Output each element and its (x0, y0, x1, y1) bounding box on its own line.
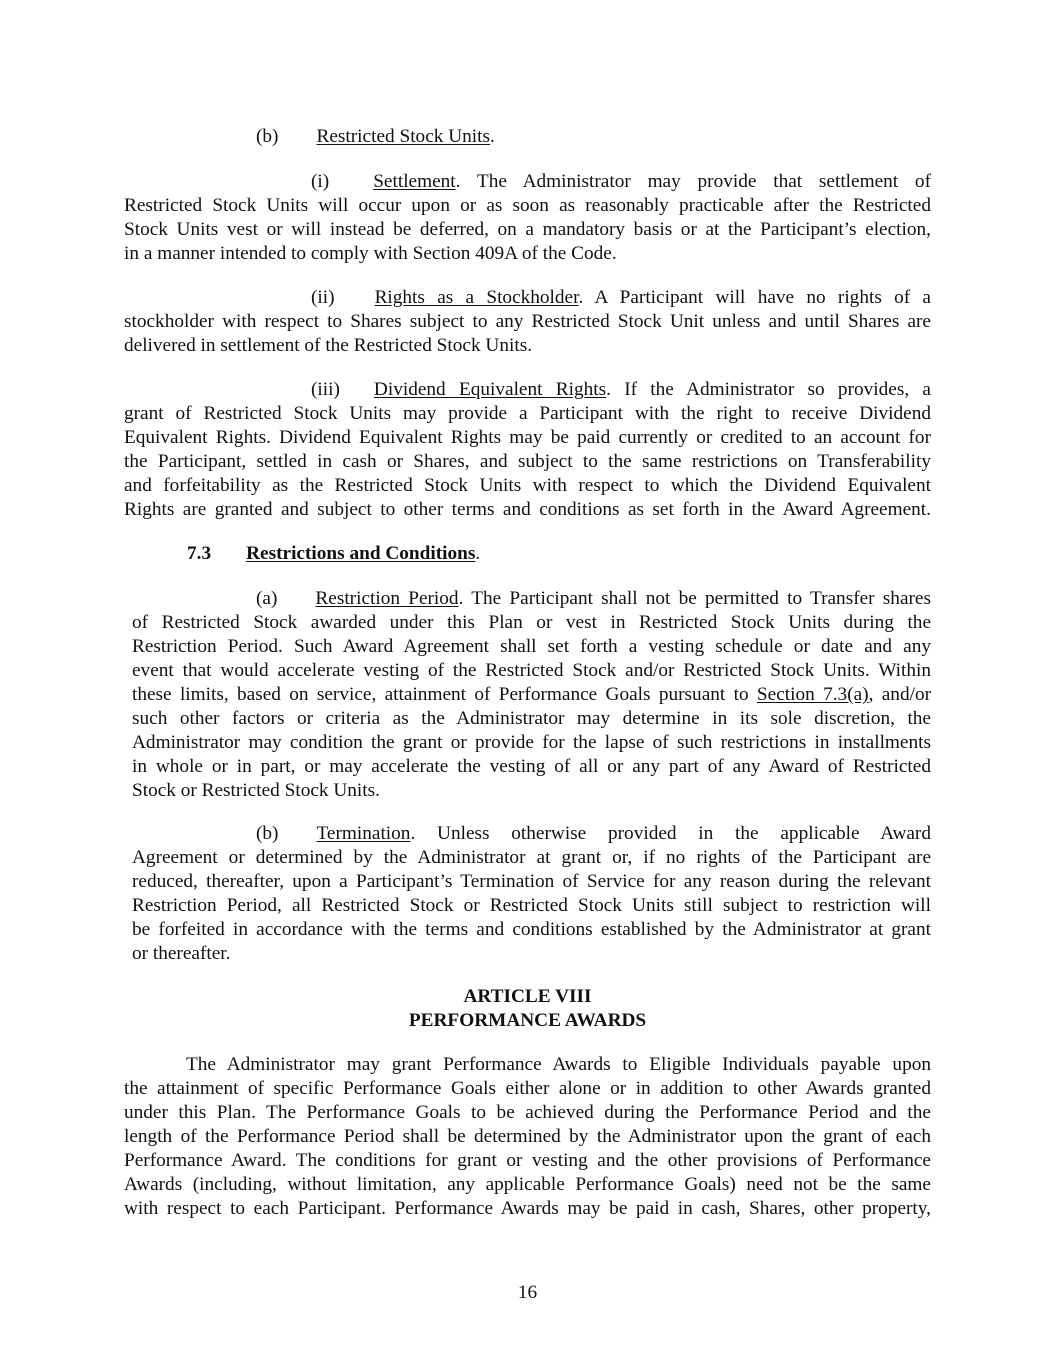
paragraph-line: Rights are granted and subject to other terms and conditions as set forth in the Award Agreement. (124, 499, 931, 520)
subsection-title: Restricted Stock Units (316, 126, 490, 147)
clause-text: . The Participant shall not be permitted to Transfer shares (458, 588, 931, 609)
clause-a-first-line (256, 587, 931, 611)
section-number: 7.3 (187, 543, 212, 564)
section-title: Restrictions and Conditions (246, 543, 476, 564)
paragraph-line: or thereafter. (132, 943, 231, 964)
clause-label: (b) (256, 823, 279, 844)
section-heading-7-3 (187, 542, 480, 566)
paragraph-line: Agreement or determined by the Administrator at grant or, if no rights of the Participant are (132, 847, 931, 868)
clause-text: . The Administrator may provide that settlement of (455, 171, 931, 192)
title-suffix: . (490, 126, 495, 147)
clause-text: . Unless otherwise provided in the applicable Award (410, 823, 931, 844)
subsection-heading-b-rsu (256, 125, 495, 149)
paragraph-line: of Restricted Stock awarded under this Plan or vest in Restricted Stock Units during the (132, 612, 931, 633)
clause-i-first-line (311, 170, 931, 194)
paragraph-line: and forfeitability as the Restricted Stock Units with respect to which the Dividend Equivalent (124, 475, 931, 496)
paragraph-line: Administrator may condition the grant or provide for the lapse of such restrictions in installments (132, 732, 931, 753)
clause-title: Restriction Period (315, 588, 459, 609)
paragraph-line: Stock or Restricted Stock Units. (132, 780, 380, 801)
paragraph-line (132, 683, 931, 707)
clause-ii-first-line (311, 286, 931, 310)
clause-text: . If the Administrator so provides, a (606, 379, 931, 400)
paragraph-line: Equivalent Rights. Dividend Equivalent Rights may be paid currently or credited to an account for (124, 427, 931, 448)
subsection-label: (b) (256, 126, 279, 147)
paragraph-line: under this Plan. The Performance Goals to be achieved during the Performance Period and the (124, 1102, 931, 1123)
paragraph-line: in whole or in part, or may accelerate the vesting of all or any part of any Award of Restricted (132, 756, 931, 777)
paragraph-line: Restricted Stock Units will occur upon or as soon as reasonably practicable after the Restricted (124, 195, 931, 216)
paragraph-line: with respect to each Participant. Performance Awards may be paid in cash, Shares, other property, (124, 1198, 931, 1219)
section-cross-reference-link[interactable]: Section 7.3(a) (756, 684, 869, 705)
line-text: these limits, based on service, attainment of Performance Goals pursuant to (132, 684, 757, 705)
paragraph-line: the attainment of specific Performance Goals either alone or in addition to other Awards granted (124, 1078, 931, 1099)
clause-label: (ii) (311, 287, 335, 308)
paragraph-line: Stock Units vest or will instead be deferred, on a mandatory basis or at the Participant’s election, (124, 219, 931, 240)
clause-label: (a) (256, 588, 278, 609)
article-heading: ARTICLE VIII (463, 986, 592, 1007)
clause-b-termination-first-line (256, 822, 931, 846)
title-suffix: . (475, 543, 481, 564)
clause-title: Rights as a Stockholder (374, 287, 579, 308)
paragraph-line: be forfeited in accordance with the terms and conditions established by the Administrator at grant (132, 919, 931, 940)
clause-label: (i) (311, 171, 330, 192)
paragraph-line: reduced, thereafter, upon a Participant’s Termination of Service for any reason during the relevant (132, 871, 931, 892)
clause-text: . A Participant will have no rights of a (578, 287, 931, 308)
paragraph-line: grant of Restricted Stock Units may provide a Participant with the right to receive Dividend (124, 403, 931, 424)
article-subheading: PERFORMANCE AWARDS (408, 1010, 647, 1031)
paragraph-line: Restriction Period, all Restricted Stock or Restricted Stock Units still subject to restriction will (132, 895, 931, 916)
clause-title: Termination (316, 823, 411, 844)
clause-iii-first-line (311, 378, 931, 402)
paragraph-line: such other factors or criteria as the Administrator may determine in its sole discretion, the (132, 708, 931, 729)
paragraph-line: the Participant, settled in cash or Shares, and subject to the same restrictions on Transferability (124, 451, 931, 472)
paragraph-line: The Administrator may grant Performance Awards to Eligible Individuals payable upon (186, 1054, 931, 1075)
paragraph-line: Restriction Period. Such Award Agreement shall set forth a vesting schedule or date and any (132, 636, 931, 657)
line-text: , and/or (868, 684, 932, 705)
clause-title: Settlement (373, 171, 456, 192)
page-number: 16 (517, 1282, 538, 1303)
paragraph-line: delivered in settlement of the Restricted Stock Units. (124, 335, 533, 356)
paragraph-line: length of the Performance Period shall be determined by the Administrator upon the grant of each (124, 1126, 931, 1147)
clause-label: (iii) (311, 379, 340, 400)
paragraph-line: Performance Award. The conditions for grant or vesting and the other provisions of Performance (124, 1150, 931, 1171)
paragraph-line: Awards (including, without limitation, any applicable Performance Goals) need not be the same (124, 1174, 931, 1195)
paragraph-line: stockholder with respect to Shares subject to any Restricted Stock Unit unless and until Shares are (124, 311, 931, 332)
clause-title: Dividend Equivalent Rights (373, 379, 607, 400)
paragraph-line: event that would accelerate vesting of the Restricted Stock and/or Restricted Stock Units. Within (132, 660, 931, 681)
paragraph-line: in a manner intended to comply with Section 409A of the Code. (124, 243, 617, 264)
